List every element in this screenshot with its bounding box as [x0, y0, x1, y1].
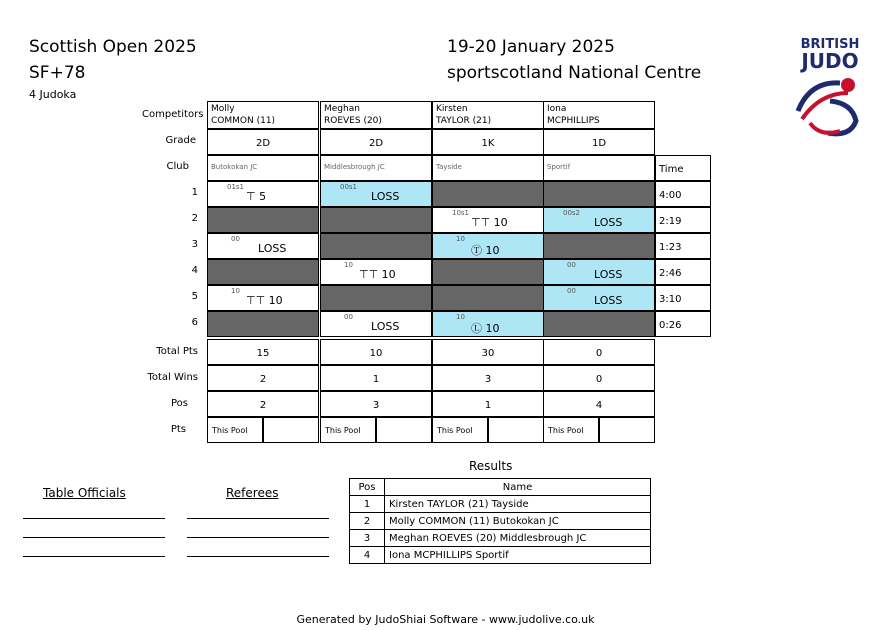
label-club: Club [166, 161, 189, 172]
match-cell [543, 285, 655, 311]
match-cell [207, 233, 319, 259]
pool-cell [320, 417, 376, 443]
match-cell [320, 233, 432, 259]
total-pts-value: 30 [481, 348, 495, 359]
total-pts-value: 15 [256, 348, 270, 359]
match-score-code: 10 [456, 313, 465, 321]
total-wins-value: 1 [372, 374, 380, 385]
match-result: ⊤⊤ 10 [471, 216, 508, 229]
match-number: 1 [191, 187, 198, 198]
total-wins-value: 0 [595, 374, 603, 385]
event-venue: sportscotland National Centre [447, 63, 702, 83]
grade-cell [320, 129, 432, 155]
match-cell [432, 311, 544, 337]
official-signature-line [23, 518, 165, 519]
match-cell [543, 259, 655, 285]
time-cell [655, 181, 711, 207]
british-judo-logo: BRITISH JUDO [790, 38, 870, 148]
competitor-first-name: Meghan [324, 104, 360, 114]
club-value: Middlesbrough JC [324, 163, 385, 171]
pool-label: This Pool [325, 426, 361, 435]
match-cell [207, 207, 319, 233]
pool-cell [207, 417, 263, 443]
pool-pts-cell [263, 417, 319, 443]
match-cell [320, 259, 432, 285]
pool-label: This Pool [437, 426, 473, 435]
match-score-code: 10s1 [451, 209, 469, 217]
pos-cell [320, 391, 432, 417]
competitor-last-name: TAYLOR (21) [436, 116, 492, 126]
official-signature-line [23, 556, 165, 557]
event-date: 19-20 January 2025 [447, 37, 615, 57]
total-pts-cell [432, 339, 544, 365]
competitor-name-cell [207, 101, 319, 129]
results-table [349, 478, 651, 564]
total-pts-cell [543, 339, 655, 365]
match-time: 1:23 [659, 242, 682, 253]
grade-value: 2D [255, 138, 271, 149]
club-cell [207, 155, 319, 181]
time-cell [655, 207, 711, 233]
competitor-last-name: ROEVES (20) [324, 116, 382, 126]
match-cell [543, 233, 655, 259]
time-cell [655, 233, 711, 259]
match-score-code: 10 [344, 261, 353, 269]
match-score-code: 00 [567, 287, 576, 295]
match-result: LOSS [371, 320, 400, 333]
grade-cell [207, 129, 319, 155]
match-result: LOSS [594, 216, 623, 229]
match-cell [320, 181, 432, 207]
pos-value: 2 [259, 400, 267, 411]
pool-label: This Pool [212, 426, 248, 435]
total-wins-cell [320, 365, 432, 391]
match-number: 4 [191, 265, 198, 276]
category-title: SF+78 [29, 63, 86, 83]
total-wins-value: 3 [484, 374, 492, 385]
referee-signature-line [187, 537, 329, 538]
club-value: Sportif [547, 163, 571, 171]
pos-cell [207, 391, 319, 417]
competitor-first-name: Kirsten [436, 104, 468, 114]
pool-pts-cell [376, 417, 432, 443]
match-cell [320, 311, 432, 337]
match-result: ⊤⊤ 10 [246, 294, 283, 307]
match-cell [543, 181, 655, 207]
match-cell [432, 233, 544, 259]
grade-value: 2D [368, 138, 384, 149]
pos-value: 4 [595, 400, 603, 411]
match-cell [320, 285, 432, 311]
total-wins-cell [432, 365, 544, 391]
match-result: LOSS [258, 242, 287, 255]
match-score-code: 01s1 [226, 183, 244, 191]
match-result: LOSS [594, 268, 623, 281]
label-pts: Pts [170, 424, 186, 435]
match-score-code: 00 [344, 313, 353, 321]
pos-value: 3 [372, 400, 380, 411]
total-pts-cell [320, 339, 432, 365]
club-cell [432, 155, 544, 181]
total-pts-value: 0 [595, 348, 603, 359]
match-score-code: 10 [456, 235, 465, 243]
table-row: 3 Meghan ROEVES (20) Middlesbrough JC [350, 530, 651, 547]
total-pts-cell [207, 339, 319, 365]
match-score-code: 00 [567, 261, 576, 269]
pos-cell [432, 391, 544, 417]
total-wins-cell [207, 365, 319, 391]
match-cell [432, 285, 544, 311]
club-cell [543, 155, 655, 181]
results-header-pos: Pos [350, 479, 385, 496]
match-cell [207, 311, 319, 337]
match-number: 6 [191, 317, 198, 328]
total-wins-cell [543, 365, 655, 391]
judoka-count: 4 Judoka [29, 88, 77, 101]
competitor-name-cell [543, 101, 655, 129]
competitor-first-name: Molly [211, 104, 235, 114]
label-pos: Pos [170, 398, 188, 409]
match-time: 3:10 [659, 294, 682, 305]
tournament-title: Scottish Open 2025 [29, 37, 197, 57]
match-cell [432, 259, 544, 285]
time-header-cell [655, 155, 711, 181]
match-cell [432, 181, 544, 207]
time-cell [655, 285, 711, 311]
match-score-code: 00s1 [339, 183, 357, 191]
pos-cell [543, 391, 655, 417]
match-number: 2 [191, 213, 198, 224]
table-row: 1 Kirsten TAYLOR (21) Tayside [350, 496, 651, 513]
total-pts-value: 10 [369, 348, 383, 359]
referees-heading: Referees [226, 486, 279, 500]
match-result: ⊤ 5 [246, 190, 267, 203]
match-result: LOSS [594, 294, 623, 307]
match-number: 5 [191, 291, 198, 302]
match-result: ⊤⊤ 10 [359, 268, 396, 281]
referee-signature-line [187, 556, 329, 557]
match-cell [432, 207, 544, 233]
match-cell [543, 311, 655, 337]
judoka-emblem-icon [790, 71, 870, 141]
match-cell [207, 181, 319, 207]
competitor-last-name: COMMON (11) [211, 116, 276, 126]
label-total-pts: Total Pts [156, 346, 198, 357]
time-cell [655, 259, 711, 285]
time-cell [655, 311, 711, 337]
match-cell [320, 207, 432, 233]
match-score-code: 00s2 [562, 209, 580, 217]
club-value: Tayside [436, 163, 462, 171]
match-result: Ⓛ 10 [471, 322, 500, 335]
grade-value: 1K [481, 138, 495, 149]
grade-cell [543, 129, 655, 155]
label-grade: Grade [165, 135, 196, 146]
match-time: 0:26 [659, 320, 682, 331]
match-cell [207, 259, 319, 285]
time-header: Time [659, 164, 684, 175]
club-value: Butokokan JC [211, 163, 258, 171]
match-result: LOSS [371, 190, 400, 203]
match-cell [207, 285, 319, 311]
pos-value: 1 [484, 400, 492, 411]
match-score-code: 00 [231, 235, 240, 243]
official-signature-line [23, 537, 165, 538]
competitor-name-cell [320, 101, 432, 129]
club-cell [320, 155, 432, 181]
label-total-wins: Total Wins [147, 372, 198, 383]
pool-pts-cell [599, 417, 655, 443]
competitor-first-name: Iona [547, 104, 567, 114]
competitor-last-name: MCPHILLIPS [547, 116, 600, 126]
table-row: 4 Iona MCPHILLIPS Sportif [350, 547, 651, 564]
competitor-name-cell [432, 101, 544, 129]
match-score-code: 10 [231, 287, 240, 295]
table-row: 2 Molly COMMON (11) Butokokan JC [350, 513, 651, 530]
footer-credit: Generated by JudoShiai Software - www.judolive.co.uk [296, 613, 595, 626]
pool-cell [543, 417, 599, 443]
pool-cell [432, 417, 488, 443]
table-officials-heading: Table Officials [43, 486, 126, 500]
match-number: 3 [191, 239, 198, 250]
total-wins-value: 2 [259, 374, 267, 385]
grade-value: 1D [591, 138, 607, 149]
pool-label: This Pool [548, 426, 584, 435]
referee-signature-line [187, 518, 329, 519]
results-title: Results [469, 459, 513, 473]
match-time: 4:00 [659, 190, 682, 201]
label-competitors: Competitors [142, 109, 204, 120]
grade-cell [432, 129, 544, 155]
match-cell [543, 207, 655, 233]
results-header-name: Name [385, 479, 651, 496]
pool-pts-cell [488, 417, 544, 443]
match-time: 2:46 [659, 268, 682, 279]
match-result: Ⓣ 10 [471, 244, 500, 257]
match-time: 2:19 [659, 216, 682, 227]
